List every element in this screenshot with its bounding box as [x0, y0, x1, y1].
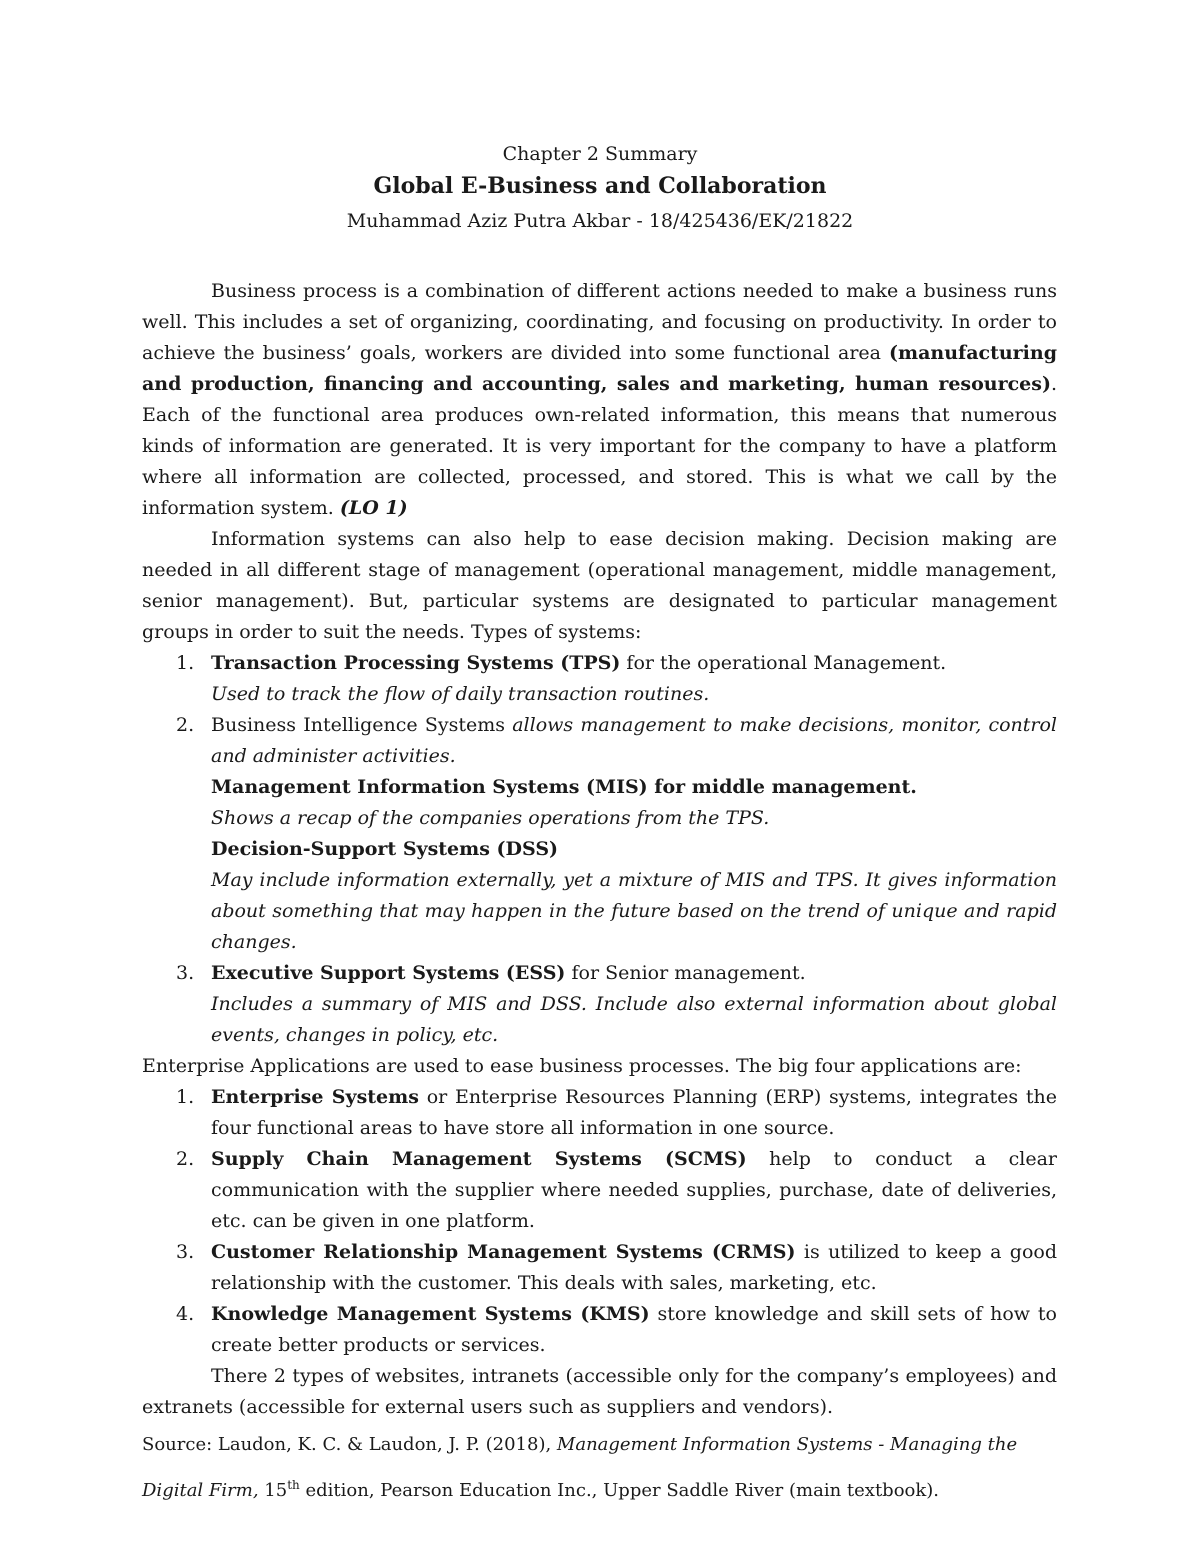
- document-title: Global E-Business and Collaboration: [373, 173, 827, 199]
- list-item: 3. Customer Relationship Management Systems (CRMS) is utilized to keep a good relationship with the customer. This deals with sales, marketing, etc.: [176, 1241, 1057, 1294]
- list-item: 4. Knowledge Management Systems (KMS) store knowledge and skill sets of how to create better products or services.: [176, 1303, 1057, 1356]
- chapter-label: Chapter 2 Summary: [502, 143, 698, 165]
- author-line: Muhammad Aziz Putra Akbar - 18/425436/EK/21822: [346, 210, 854, 232]
- applications-list: [142, 1082, 1057, 1361]
- list-item: 2. Supply Chain Management Systems (SCMS) help to conduct a clear communication with the supplier where needed supplies, purchase, date of deliveries, etc. can be given in one platform.: [176, 1148, 1057, 1232]
- enterprise-intro: Enterprise Applications are used to ease business processes. The big four applications are:: [142, 1055, 1022, 1077]
- paragraph-business-process: Business process is a combination of different actions needed to make a business runs well. This includes a set of organizing, coordinating, and focusing on productivity. In order to achieve the business’ goals, workers are divided into some functional area (manufacturing and production, financing and accounting, sales and marketing, human resources). Each of the functional area produces own-related information, this means that numerous kinds of information are generated. It is very important for the company to have a platform where all information are collected, processed, and stored. This is what we call by the information system. (LO 1): [142, 280, 1057, 519]
- sub-item-dss: Decision-Support Systems (DSS) May include information externally, yet a mixture of MIS and TPS. It gives information about something that may happen in the future based on the trend of unique and rapid changes.: [211, 838, 1057, 953]
- systems-list: [142, 648, 1057, 772]
- functional-areas-bold: (manufacturing and production, financing and accounting, sales and marketing, human resources): [142, 342, 1057, 395]
- list-item: 2. Business Intelligence Systems allows management to make decisions, monitor, control and administer activities.: [176, 714, 1058, 767]
- list-item: 3. Executive Support Systems (ESS) for Senior management. Includes a summary of MIS and DSS. Include also external information about global events, changes in policy, etc.: [176, 962, 1057, 1046]
- list-item: 1. Transaction Processing Systems (TPS) for the operational Management. Used to track the flow of daily transaction routines.: [176, 652, 947, 705]
- list-item: 1. Enterprise Systems or Enterprise Resources Planning (ERP) systems, integrates the four functional areas to have store all information in one source.: [176, 1086, 1057, 1139]
- paragraph-websites: There 2 types of websites, intranets (accessible only for the company’s employees) and extranets (accessible for external users such as suppliers and vendors).: [142, 1365, 1057, 1418]
- lo-tag: (LO 1): [339, 497, 408, 519]
- systems-list-continued: [142, 958, 1057, 1051]
- sub-item-mis: Management Information Systems (MIS) for middle management. Shows a recap of the companies operations from the TPS.: [211, 776, 917, 829]
- source-citation: Source: Laudon, K. C. & Laudon, J. P. (2018), Management Information Systems - Managing the Digital Firm, 15th edition, Pearson Education Inc., Upper Saddle River (main textbook).: [142, 1434, 1018, 1501]
- paragraph-decision-making: Information systems can also help to ease decision making. Decision making are needed in all different stage of management (operational management, middle management, senior management). But, particular systems are designated to particular management groups in order to suit the needs. Types of systems:: [142, 528, 1057, 643]
- document-body: [142, 276, 1057, 1511]
